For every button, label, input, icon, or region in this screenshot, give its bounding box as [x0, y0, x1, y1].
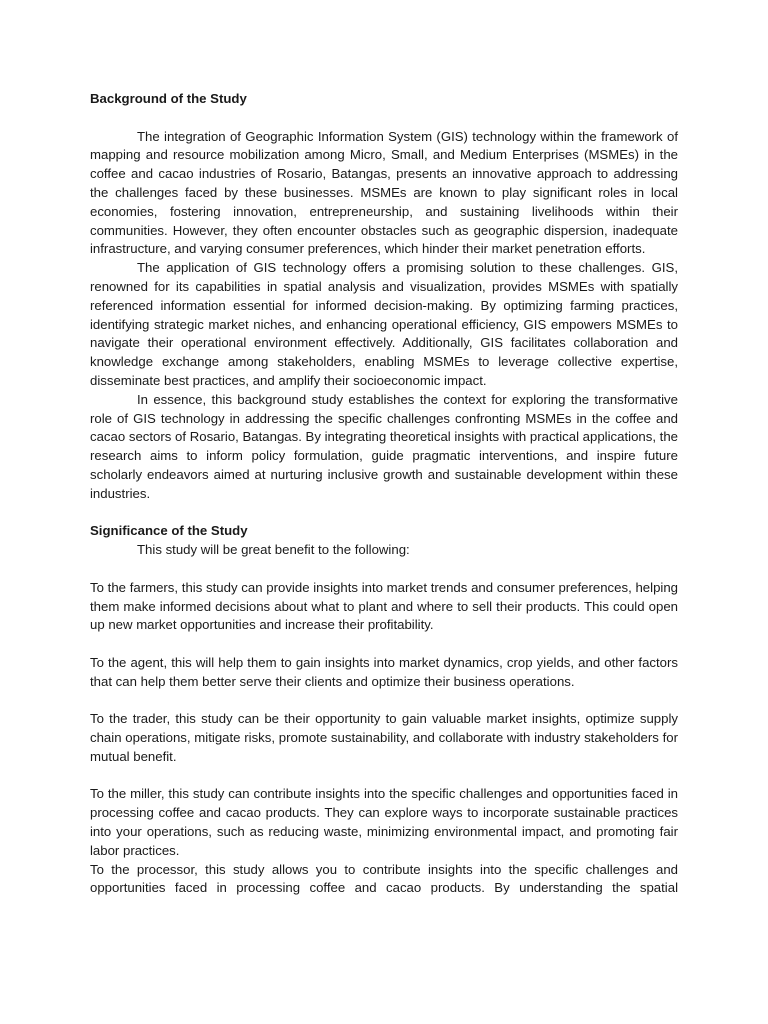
- agent-paragraph: To the agent, this will help them to gain insights into market dynamics, crop yields, and other factors that can help them better serve their clients and optimize their business operations.: [90, 654, 678, 689]
- processor-paragraph: To the processor, this study allows you to contribute insights into the specific challenges and opportunities faced in processing coffee and cacao products. By understanding the spatial: [90, 861, 678, 896]
- background-paragraph-3: In essence, this background study establishes the context for exploring the transformative role of GIS technology in addressing the specific challenges confronting MSMEs in the coffee and cacao sectors of Rosario, Batangas. By integrating theoretical insights with practical applications, the research aims to inform policy formulation, guide pragmatic interventions, and inspire future scholarly endeavors aimed at nurturing inclusive growth and sustainable development within these industries.: [90, 391, 678, 501]
- significance-intro: This study will be great benefit to the following:: [137, 542, 410, 558]
- spacer: [90, 635, 678, 654]
- document-page: [90, 90, 678, 898]
- miller-paragraph: To the miller, this study can contribute insights into the specific challenges and opportunities faced in processing coffee and cacao products. They can explore ways to incorporate sustainable practices into your operations, such as reducing waste, minimizing environmental impact, and promoting fair labor practices.: [90, 786, 678, 858]
- background-paragraph-2: The application of GIS technology offers a promising solution to these challenges. GIS, renowned for its capabilities in spatial analysis and visualization, provides MSMEs with spatially referenced information essential for informed decision-making. By optimizing farming practices, identifying strategic market niches, and enhancing operational efficiency, GIS empowers MSMEs to navigate their operational environment effectively. Additionally, GIS facilitates collaboration and knowledge exchange among stakeholders, enabling MSMEs to leverage collective expertise, disseminate best practices, and amplify their socioeconomic impact.: [90, 260, 678, 388]
- spacer: [90, 504, 678, 523]
- spacer: [90, 692, 678, 711]
- spacer: [90, 560, 678, 579]
- background-heading: Background of the Study: [90, 91, 247, 106]
- farmers-paragraph: To the farmers, this study can provide insights into market trends and consumer preferences, helping them make informed decisions about what to plant and where to sell their products. This could open up new market opportunities and increase their profitability.: [90, 579, 678, 633]
- background-paragraph-1: The integration of Geographic Information System (GIS) technology within the framework of mapping and resource mobilization among Micro, Small, and Medium Enterprises (MSMEs) in the coffee and cacao industries of Rosario, Batangas, presents an innovative approach to addressing the challenges faced by these businesses. MSMEs are known to play significant roles in local economies, fostering innovation, entrepreneurship, and sustaining livelihoods within their communities. However, they often encounter obstacles such as geographic dispersion, inadequate infrastructure, and varying consumer preferences, which hinder their market penetration efforts.: [90, 128, 678, 257]
- trader-paragraph: To the trader, this study can be their opportunity to gain valuable market insights, optimize supply chain operations, mitigate risks, promote sustainability, and collaborate with industry stakeholders for mutual benefit.: [90, 711, 678, 764]
- spacer: [90, 767, 678, 786]
- spacer: [90, 109, 678, 128]
- significance-heading: Significance of the Study: [90, 523, 248, 539]
